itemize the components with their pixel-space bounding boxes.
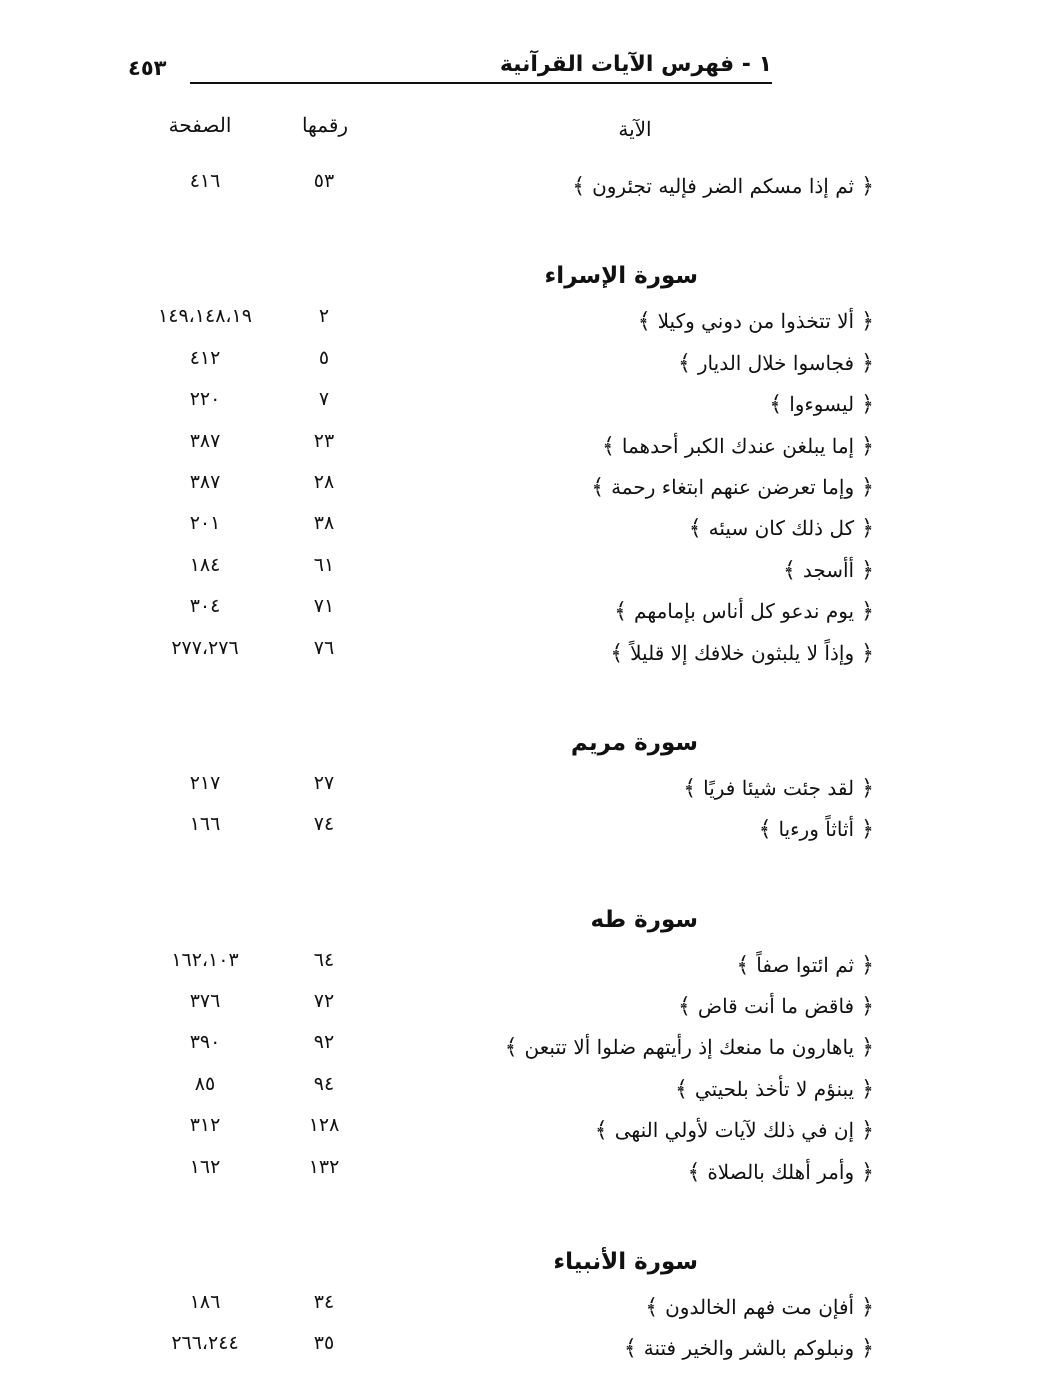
index-sections xyxy=(0,166,1038,1370)
page-reference: ٢٦٦،٢٤٤ xyxy=(171,1332,239,1355)
verse-row xyxy=(0,426,1038,467)
ornate-bracket-open-icon: ﴿ xyxy=(854,599,874,625)
ornate-bracket-open-icon: ﴿ xyxy=(854,557,874,583)
verse-row xyxy=(0,550,1038,591)
verse-row xyxy=(0,591,1038,632)
section-spacer xyxy=(0,207,1038,257)
sura-section xyxy=(0,257,1038,674)
verse-words: وإما تعرضن عنهم ابتغاء رحمة xyxy=(611,474,855,499)
ornate-bracket-close-icon: ﴾ xyxy=(594,1118,615,1144)
verse-row xyxy=(0,166,1038,207)
sura-section xyxy=(0,724,1038,851)
page-reference: ٢١٧ xyxy=(189,771,221,794)
verse-text xyxy=(736,953,874,978)
verse-words: وإذاً لا يلبثون خلافك إلا قليلاً xyxy=(630,640,855,665)
verse-row xyxy=(0,1110,1038,1151)
verse-text xyxy=(678,994,874,1019)
verse-words: يوم ندعو كل أناس بإمامهم xyxy=(634,599,855,624)
verse-text xyxy=(683,776,874,801)
verse-text xyxy=(687,1160,874,1185)
ornate-bracket-close-icon: ﴾ xyxy=(758,817,779,843)
verse-row xyxy=(0,343,1038,384)
verse-text xyxy=(645,1295,874,1320)
sura-heading xyxy=(0,901,1038,945)
verse-number: ٩٤ xyxy=(313,1072,335,1095)
verse-words: أثاثاً ورءيا xyxy=(778,817,855,842)
ornate-bracket-open-icon: ﴿ xyxy=(854,392,874,418)
page-number: ٤٥٣ xyxy=(128,56,167,80)
ornate-bracket-open-icon: ﴿ xyxy=(854,1159,874,1185)
verse-words: يبنؤم لا تأخذ بلحيتي xyxy=(694,1076,855,1101)
sura-heading xyxy=(0,724,1038,768)
page-reference: ٣٨٧ xyxy=(189,429,221,452)
page-reference: ٣١٢ xyxy=(189,1114,221,1137)
verse-words: ثم ائتوا صفاً xyxy=(756,952,855,977)
number-column-header: رقمها xyxy=(301,113,349,137)
page-reference: ١٤٩،١٤٨،١٩ xyxy=(158,305,252,328)
ornate-bracket-close-icon: ﴾ xyxy=(678,994,698,1020)
page-reference: ٨٥ xyxy=(194,1072,216,1095)
verse-number: ٩٢ xyxy=(313,1031,335,1054)
verse-words: ألا تتخذوا من دوني وكيلا xyxy=(657,309,855,334)
sura-heading xyxy=(0,1243,1038,1287)
ornate-bracket-close-icon: ﴾ xyxy=(591,474,612,500)
ornate-bracket-close-icon: ﴾ xyxy=(601,433,622,459)
verse-number: ٢٧ xyxy=(313,771,335,794)
verse-words: لقد جئت شيئا فريًا xyxy=(703,775,855,800)
verse-text xyxy=(610,641,874,666)
verse-row xyxy=(0,467,1038,508)
verse-number: ١٣٢ xyxy=(308,1155,340,1178)
verse-row xyxy=(0,986,1038,1027)
page-reference: ٤١٢ xyxy=(189,346,221,369)
verse-words: أفإن مت فهم الخالدون xyxy=(665,1295,855,1320)
page-reference: ٤١٦ xyxy=(189,170,221,192)
ornate-bracket-close-icon: ﴾ xyxy=(769,392,790,418)
verse-words: وأمر أهلك بالصلاة xyxy=(707,1159,855,1184)
verse-number: ٢٣ xyxy=(313,429,335,452)
section-spacer xyxy=(0,674,1038,724)
ornate-bracket-open-icon: ﴿ xyxy=(854,1118,874,1144)
ornate-bracket-close-icon: ﴾ xyxy=(675,1076,695,1102)
verse-number: ٥٣ xyxy=(313,170,335,192)
verse-text xyxy=(769,392,874,417)
verse-text xyxy=(678,351,874,376)
verse-number: ٣٥ xyxy=(313,1332,335,1355)
sura-name: سورة الأنبياء xyxy=(553,1249,698,1276)
page-reference: ٣٠٤ xyxy=(189,595,221,618)
verse-text xyxy=(675,1077,874,1102)
verse-row xyxy=(0,945,1038,986)
verse-number: ٦٤ xyxy=(313,948,335,971)
verse-text xyxy=(595,1118,874,1143)
sura-name: سورة مريم xyxy=(570,729,698,756)
verse-row xyxy=(0,1152,1038,1193)
verse-text xyxy=(505,1035,874,1060)
ornate-bracket-open-icon: ﴿ xyxy=(854,817,874,843)
page-reference: ٢٧٧،٢٧٦ xyxy=(171,636,239,659)
ornate-bracket-open-icon: ﴿ xyxy=(854,516,874,542)
ornate-bracket-close-icon: ﴾ xyxy=(623,1336,644,1362)
verse-text xyxy=(783,558,874,583)
verse-row xyxy=(0,809,1038,850)
verse-row xyxy=(0,1069,1038,1110)
ornate-bracket-open-icon: ﴿ xyxy=(854,174,874,199)
section-spacer xyxy=(0,1193,1038,1243)
verse-words: إما يبلغن عندك الكبر أحدهما xyxy=(621,433,855,458)
verse-row xyxy=(0,508,1038,549)
page-reference: ٣٩٠ xyxy=(189,1031,221,1054)
ornate-bracket-close-icon: ﴾ xyxy=(504,1035,525,1061)
verse-words: ونبلوكم بالشر والخير فتنة xyxy=(643,1336,855,1361)
verse-row xyxy=(0,1328,1038,1369)
page-reference: ١٦٢ xyxy=(189,1155,221,1178)
page-reference: ١٨٦ xyxy=(189,1291,221,1314)
page-reference: ١٦٦ xyxy=(189,813,221,836)
ornate-bracket-close-icon: ﴾ xyxy=(688,516,709,542)
ornate-bracket-open-icon: ﴿ xyxy=(854,640,874,666)
ornate-bracket-close-icon: ﴾ xyxy=(637,309,658,335)
sura-name: سورة الإسراء xyxy=(544,263,698,290)
ornate-bracket-open-icon: ﴿ xyxy=(854,1035,874,1061)
page-reference: ٣٧٦ xyxy=(189,990,221,1013)
ornate-bracket-close-icon: ﴾ xyxy=(687,1159,708,1185)
ornate-bracket-open-icon: ﴿ xyxy=(854,309,874,335)
ornate-bracket-close-icon: ﴾ xyxy=(736,952,757,978)
sura-section xyxy=(0,901,1038,1193)
index-title: ١ - فهرس الآيات القرآنية xyxy=(499,52,772,77)
verse-text xyxy=(591,475,874,500)
column-headers xyxy=(0,113,1038,153)
ornate-bracket-open-icon: ﴿ xyxy=(854,1336,874,1362)
verse-number: ٧٤ xyxy=(313,813,335,836)
verse-number: ٧ xyxy=(318,388,330,411)
page-reference: ٣٨٧ xyxy=(189,470,221,493)
verse-words: ياهارون ما منعك إذ رأيتهم ضلوا ألا تتبعن xyxy=(524,1035,855,1060)
verse-number: ٥ xyxy=(318,346,330,369)
verse-words: أأسجد xyxy=(802,557,855,582)
ornate-bracket-open-icon: ﴿ xyxy=(854,775,874,801)
verse-number: ٢٨ xyxy=(313,470,335,493)
verse-row xyxy=(0,384,1038,425)
sura-name: سورة طه xyxy=(590,906,698,933)
verse-number: ٦١ xyxy=(313,553,335,576)
verse-words: كل ذلك كان سيئه xyxy=(708,516,855,541)
header-rule xyxy=(190,82,772,84)
verse-number: ٣٨ xyxy=(313,512,335,535)
section-spacer xyxy=(0,851,1038,901)
ornate-bracket-open-icon: ﴿ xyxy=(854,994,874,1020)
page-column-header: الصفحة xyxy=(168,113,232,137)
verse-words: فجاسوا خلال الديار xyxy=(697,350,855,375)
verse-text xyxy=(689,516,874,541)
verse-text xyxy=(614,599,874,624)
ornate-bracket-close-icon: ﴾ xyxy=(645,1295,666,1321)
ornate-bracket-open-icon: ﴿ xyxy=(854,1076,874,1102)
verse-words: إن في ذلك لآيات لأولي النهى xyxy=(614,1118,855,1143)
verse-text xyxy=(624,1336,874,1361)
verse-row xyxy=(0,1287,1038,1328)
verse-text xyxy=(572,174,874,199)
page-reference: ١٦٢،١٠٣ xyxy=(171,948,239,971)
verse-number: ٧٢ xyxy=(313,990,335,1013)
page-reference: ٢٠١ xyxy=(189,512,221,535)
page-reference: ١٨٤ xyxy=(189,553,221,576)
verse-words: فاقض ما أنت قاض xyxy=(697,994,855,1019)
ornate-bracket-close-icon: ﴾ xyxy=(614,599,635,625)
ornate-bracket-open-icon: ﴿ xyxy=(854,350,874,376)
ornate-bracket-open-icon: ﴿ xyxy=(854,433,874,459)
page-header xyxy=(128,52,772,92)
verse-row xyxy=(0,633,1038,674)
verse-row xyxy=(0,768,1038,809)
verse-column-header: الآية xyxy=(618,117,652,141)
sura-section xyxy=(0,166,1038,207)
sura-section xyxy=(0,1243,1038,1370)
ornate-bracket-open-icon: ﴿ xyxy=(854,1295,874,1321)
ornate-bracket-close-icon: ﴾ xyxy=(782,557,803,583)
verse-row xyxy=(0,1027,1038,1068)
verse-number: ١٢٨ xyxy=(308,1114,340,1137)
verse-number: ٣٤ xyxy=(313,1291,335,1314)
page-reference: ٢٢٠ xyxy=(189,388,221,411)
verse-number: ٧١ xyxy=(313,595,335,618)
verse-text xyxy=(602,434,874,459)
ornate-bracket-open-icon: ﴿ xyxy=(854,474,874,500)
ornate-bracket-open-icon: ﴿ xyxy=(854,952,874,978)
verse-words: ليسوءوا xyxy=(789,392,855,417)
verse-number: ٢ xyxy=(318,305,330,328)
ornate-bracket-close-icon: ﴾ xyxy=(572,174,593,199)
ornate-bracket-close-icon: ﴾ xyxy=(677,350,698,376)
sura-heading xyxy=(0,257,1038,301)
verse-row xyxy=(0,301,1038,342)
ornate-bracket-close-icon: ﴾ xyxy=(610,640,631,666)
verse-number: ٧٦ xyxy=(313,636,335,659)
verse-words: ثم إذا مسكم الضر فإليه تجئرون xyxy=(592,174,855,198)
verse-text xyxy=(759,817,874,842)
verse-text xyxy=(638,309,874,334)
ornate-bracket-close-icon: ﴾ xyxy=(683,775,704,801)
